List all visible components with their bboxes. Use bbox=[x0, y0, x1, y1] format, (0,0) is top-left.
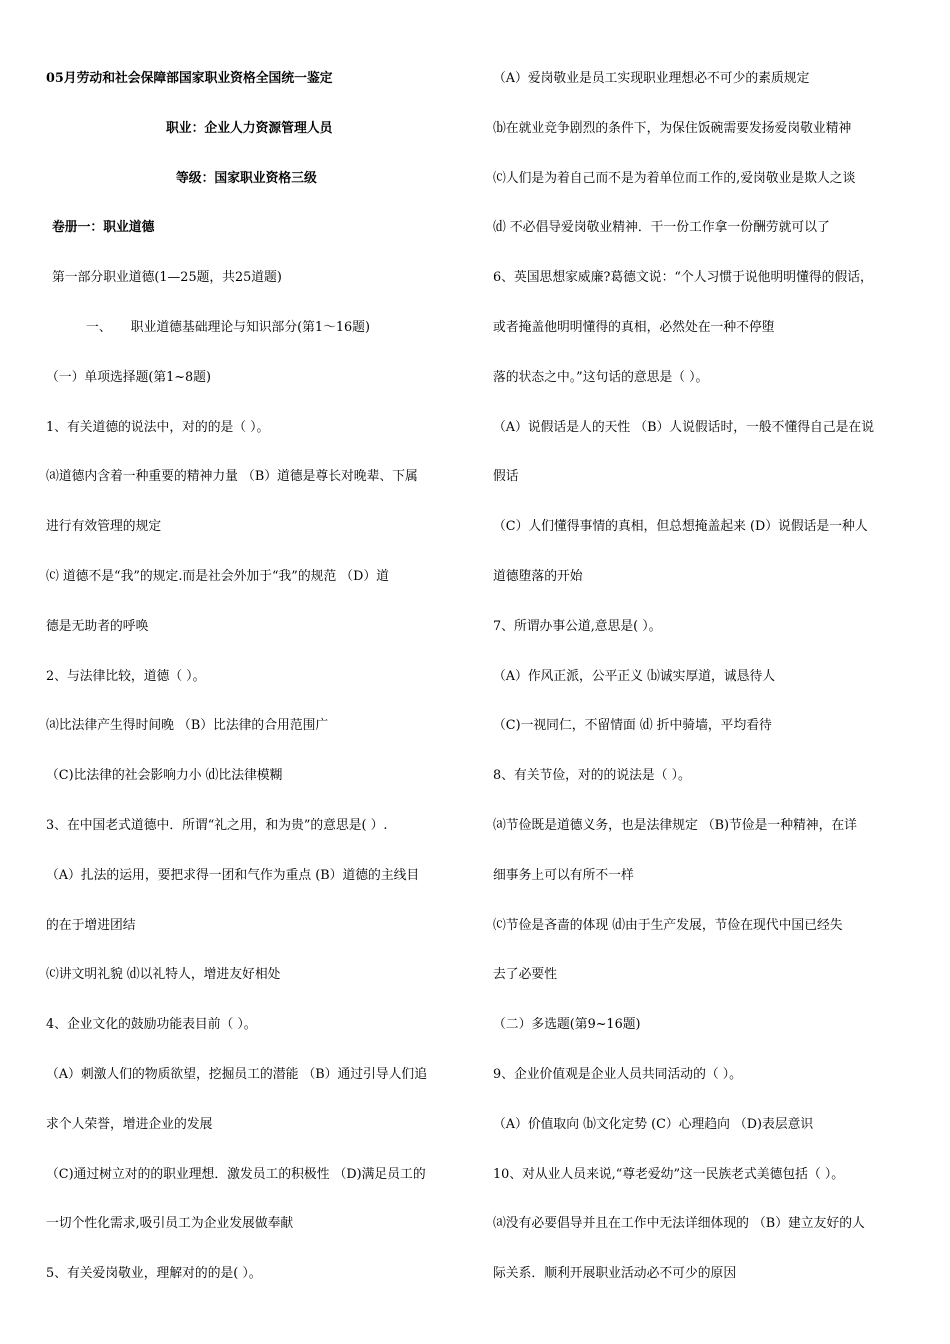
question-line: 求个人荣誉，增进企业的发展 bbox=[46, 1116, 213, 1132]
question-line: 一切个性化需求,吸引员工为企业发展做奉献 bbox=[46, 1216, 294, 1232]
question-line: ⒜道德内含着一种重要的精神力量 （B）道德是尊长对晚辈、下属 bbox=[46, 469, 418, 485]
question-line: 德是无助者的呼唤 bbox=[46, 618, 149, 634]
question-line: 落的状态之中。”这句话的意思是（ ）。 bbox=[493, 369, 709, 385]
question-line: ⒜没有必要倡导并且在工作中无法详细体现的 （B）建立友好的人 bbox=[493, 1216, 865, 1232]
question-line: （A）作风正派，公平正义 ⒝诚实厚道，诚恳待人 bbox=[493, 668, 776, 684]
question-line: （C)一视同仁，不留情面 ⒟ 折中骑墙，平均看待 bbox=[493, 718, 772, 734]
question-line: （A）说假话是人的天性 （B）人说假话时，一般不懂得自己是在说 bbox=[493, 419, 875, 435]
question-line: 的在于增进团结 bbox=[46, 917, 136, 933]
question-line: 1、有关道德的说法中，对的的是（ ）。 bbox=[46, 419, 270, 435]
question-line: 去了必要性 bbox=[493, 967, 557, 983]
question-line: 9、企业价值观是企业人员共同活动的（ ）。 bbox=[493, 1066, 742, 1082]
question-line: 3、在中国老式道德中．所谓“礼之用，和为贵”的意思是( ）. bbox=[46, 817, 388, 833]
question-line: 际关系．顺利开展职业活动必不可少的原因 bbox=[493, 1266, 737, 1282]
question-line: 假话 bbox=[493, 469, 519, 485]
volume-title: 卷册一：职业道德 bbox=[52, 220, 155, 236]
question-line: （A）刺激人们的物质欲望，挖掘员工的潜能 （B）通过引导人们追 bbox=[46, 1066, 428, 1082]
subsection-title: （一）单项选择题(第1~8题) bbox=[46, 369, 211, 385]
question-line: 5、有关爱岗敬业，理解对的的是( ）。 bbox=[46, 1266, 262, 1282]
question-line: ⒝在就业竞争剧烈的条件下，为保住饭碗需要发扬爱岗敬业精神 bbox=[493, 120, 852, 136]
right-column bbox=[493, 54, 913, 1299]
question-line: （C)通过树立对的的职业理想．激发员工的积极性 （D)满足员工的 bbox=[46, 1166, 426, 1182]
question-line: （A）扎法的运用，要把求得一团和气作为重点 (B）道德的主线目 bbox=[46, 867, 420, 883]
question-line: 10、对从业人员来说,“尊老爱幼”这一民族老式美德包括（ ）。 bbox=[493, 1166, 845, 1182]
question-line: 进行有效管理的规定 bbox=[46, 519, 162, 535]
question-line: （A）爱岗敬业是员工实现职业理想必不可少的素质规定 bbox=[493, 71, 810, 86]
question-line: 8、有关节俭，对的的说法是（ ）。 bbox=[493, 768, 691, 784]
question-line: 7、所谓办事公道,意思是( ）。 bbox=[493, 618, 662, 634]
question-line: ⒞节俭是吝啬的体现 ⒟由于生产发展，节俭在现代中国已经失 bbox=[493, 917, 843, 933]
section-title: 一、 职业道德基础理论与知识部分(第1～16题) bbox=[86, 319, 370, 335]
question-line: （A）价值取向 ⒝文化定势 (C）心理趋向 （D)表层意识 bbox=[493, 1116, 814, 1132]
question-line: 2、与法律比较，道德（ ）。 bbox=[46, 668, 206, 684]
question-line: ⒞讲文明礼貌 ⒟以礼特人，增进友好相处 bbox=[46, 967, 281, 983]
question-line: 或者掩盖他明明懂得的真相，必然处在一种不停堕 bbox=[493, 319, 775, 335]
question-line: ⒜比法律产生得时间晚 （B）比法律的合用范围广 bbox=[46, 718, 329, 734]
question-line: ⒞人们是为着自己而不是为着单位而工作的,爱岗敬业是欺人之谈 bbox=[493, 170, 856, 186]
question-line: （C)比法律的社会影响力小 ⒟比法律模糊 bbox=[46, 768, 283, 784]
subsection-title: （二）多选题(第9~16题) bbox=[493, 1017, 641, 1033]
left-column bbox=[46, 54, 466, 1299]
question-line: 6、英国思想家威廉?葛德文说：“个人习惯于说他明明懂得的假话， bbox=[493, 270, 873, 286]
question-line: （C）人们懂得事情的真相，但总想掩盖起来 (D）说假话是一种人 bbox=[493, 519, 868, 535]
part-title: 第一部分职业道德(1—25题，共25道题) bbox=[52, 270, 282, 286]
question-line: ⒟ 不必倡导爱岗敬业精神．干一份工作拿一份酬劳就可以了 bbox=[493, 220, 830, 236]
question-line: ⒜节俭既是道德义务，也是法律规定 （B)节俭是一种精神，在详 bbox=[493, 817, 857, 833]
exam-header: 05月劳动和社会保障部国家职业资格全国统一鉴定 bbox=[46, 71, 333, 86]
question-line: 4、企业文化的鼓励功能表目前（ ）。 bbox=[46, 1017, 257, 1033]
question-line: ⒞ 道德不是“我”的规定.而是社会外加于“我”的规范 （D）道 bbox=[46, 568, 389, 584]
question-line: 细事务上可以有所不一样 bbox=[493, 867, 634, 883]
level-title: 等级：国家职业资格三级 bbox=[176, 170, 317, 186]
question-line: 道德堕落的开始 bbox=[493, 568, 583, 584]
occupation-title: 职业：企业人力资源管理人员 bbox=[166, 120, 333, 136]
